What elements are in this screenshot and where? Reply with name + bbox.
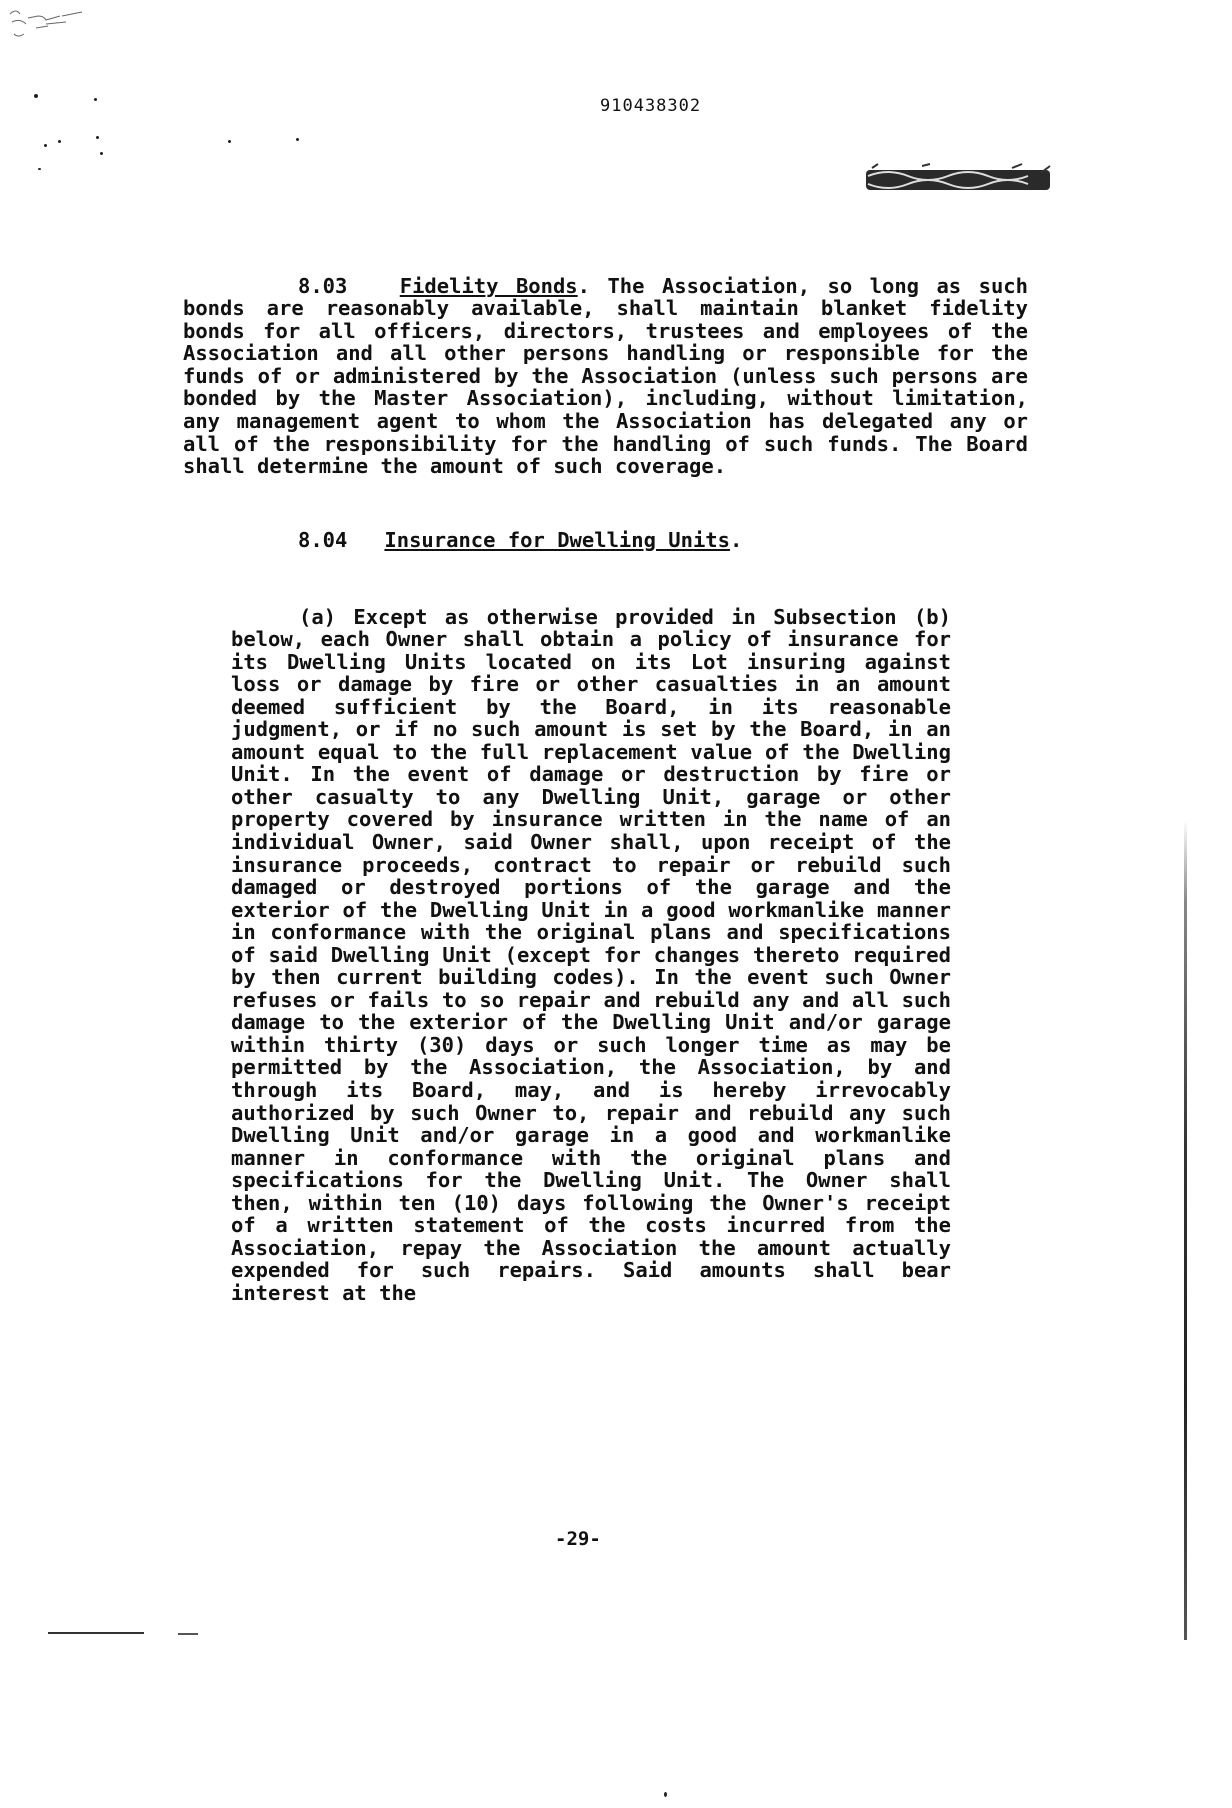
document-number: 910438302	[600, 96, 702, 116]
page-number: -29-	[555, 1528, 601, 1550]
scan-speck	[38, 168, 41, 170]
section-number: 8.04	[298, 528, 348, 552]
scan-speck	[296, 138, 299, 141]
scan-scribble-mark	[6, 4, 106, 48]
scan-speck	[228, 140, 231, 143]
scan-speck	[34, 94, 38, 98]
section-title: Insurance for Dwelling Units	[384, 528, 730, 552]
scan-speck	[664, 1792, 667, 1797]
right-margin-scan-line	[1184, 820, 1187, 1640]
scan-speck	[58, 140, 61, 143]
section-title-end: .	[729, 528, 743, 552]
scan-speck	[44, 144, 47, 147]
bottom-left-rule-short	[178, 1633, 198, 1635]
scan-speck	[94, 98, 97, 101]
illegible-stamp	[862, 162, 1054, 198]
section-number: 8.03	[298, 273, 348, 298]
bottom-left-rule	[48, 1632, 144, 1634]
scan-speck	[100, 152, 103, 155]
section-8-03-paragraph	[183, 275, 1028, 478]
subsection-a-paragraph: (a) Except as otherwise provided in Subsection (b) below, each Owner shall obtain a policy of insurance for its Dwelling Units located on its Lot insuring against loss or damage by fire or other casualties in an amount deemed sufficient by the Board, in its reasonable judgment, or if no such amount is set by the Board, in an amount equal to the full replacement value of the Dwelling Unit. In the event of damage or destruction by fire or other casualty to any Dwelling Unit, garage or other property covered by insurance written in the name of an individual Owner, said Owner shall, upon receipt of the insurance proceeds, contract to repair or rebuild such damaged or destroyed portions of the garage and the exterior of the Dwelling Unit in a good workmanlike manner in conformance with the original plans and specifications of said Dwelling Unit (except for changes thereto required by then current building codes). In the event such Owner refuses or fails to so repair and rebuild any and all such damage to the exterior of the Dwelling Unit and/or garage within thirty (30) days or such longer time as may be permitted by the Association, the Association, by and through its Board, may, and is hereby irrevocably authorized by such Owner to, repair and rebuild any such Dwelling Unit and/or garage in a good and workmanlike manner in conformance with the original plans and specifications for the Dwelling Unit. The Owner shall then, within ten (10) days following the Owner's receipt of a written statement of the costs incurred from the Association, repay the Association the amount actually expended for such repairs. Said amounts shall bear interest at the	[231, 604, 951, 1305]
section-8-04-heading	[298, 528, 742, 552]
section-body: . The Association, so long as such bonds are reasonably available, shall maintain blanket fidelity bonds for all officers, directors, trustees and employees of the Association and all other persons handling or responsible for the funds of or administered by the Association (unless such persons are bonded by the Master Association), including, without limitation, any management agent to whom the Association has delegated any or all of the responsibility for the handling of such funds. The Board shall determine the amount of such coverage.	[183, 273, 1028, 479]
scan-speck	[96, 136, 99, 139]
section-title: Fidelity Bonds	[399, 273, 578, 298]
